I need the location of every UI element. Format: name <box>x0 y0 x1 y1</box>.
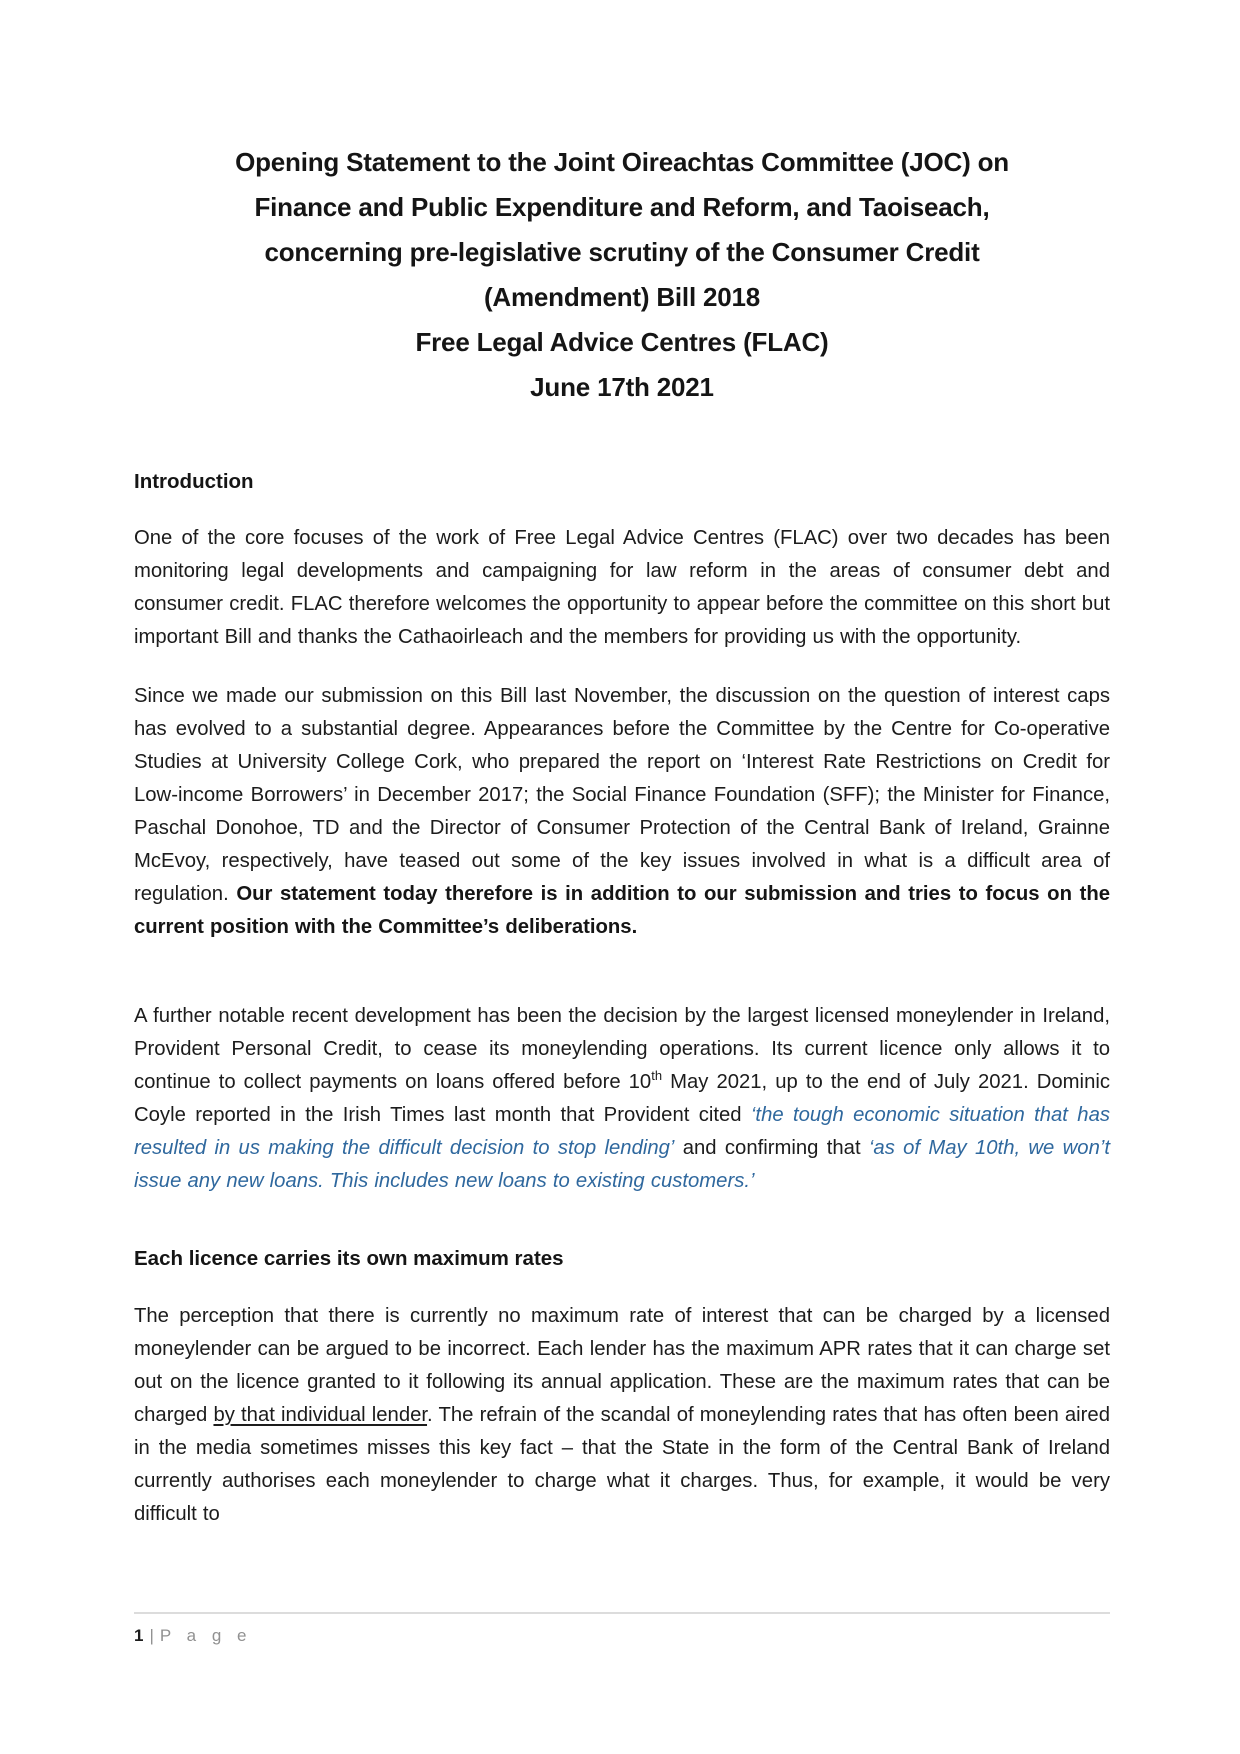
title-line-1: Opening Statement to the Joint Oireachtas Committee (JOC) on <box>235 147 1009 177</box>
footer-divider <box>134 1612 1110 1614</box>
paragraph-core-focus <box>134 522 1110 654</box>
paragraph-submission-history <box>134 680 1110 944</box>
title-line-2: Finance and Public Expenditure and Reform, and Taoiseach, <box>254 192 990 222</box>
heading-introduction: Introduction <box>134 470 254 493</box>
paragraph-text: Since we made our submission on this Bill last November, the discussion on the question of interest caps has evolved to a substantial degree. Appearances before the Committee by the Centre for Co-operative Studies at University College Cork, who prepared the report on ‘Interest Rate Restrictions on Credit for Low-income Borrowers’ in December 2017; the Social Finance Foundation (SFF); the Minister for Finance, Paschal Donohoe, TD and the Director of Consumer Protection of the Central Bank of Ireland, Grainne McEvoy, respectively, have teased out some of the key issues involved in what is a difficult area of regulation. <box>134 685 1110 905</box>
footer-separator: | <box>149 1626 154 1645</box>
footer-page-indicator <box>134 1626 1110 1646</box>
underlined-individual-lender: by that individual lender <box>213 1404 428 1426</box>
title-line-5: Free Legal Advice Centres (FLAC) <box>415 327 829 357</box>
footer-page-number: 1 <box>134 1626 144 1645</box>
quote-no-new-loans: ‘as of May 10th, we won’t issue any new loans. This includes new loans to existing customers.’ <box>134 1137 1110 1192</box>
paragraph-text: and confirming that <box>674 1137 869 1159</box>
ordinal-superscript: th <box>651 1068 663 1084</box>
paragraph-maximum-rates <box>134 1300 1110 1531</box>
footer-page-label: P a g e <box>159 1626 252 1645</box>
page-footer <box>134 1612 1110 1646</box>
quote-stop-lending: ‘the tough economic situation that has resulted in us making the difficult decision to stop lending’ <box>134 1104 1110 1159</box>
paragraph-text: May 2021, up to the end of July 2021. Dominic Coyle reported in the Irish Times last month that Provident cited <box>134 1071 1110 1126</box>
document-title <box>134 140 1110 410</box>
paragraph-text: . The refrain of the scandal of moneylending rates that has often been aired in the media sometimes misses this key fact – that the State in the form of the Central Bank of Ireland currently authorises each moneylender to charge what it charges. Thus, for example, it would be very difficult to <box>134 1404 1110 1525</box>
title-line-3: concerning pre-legislative scrutiny of the Consumer Credit <box>264 237 980 267</box>
paragraph-text: The perception that there is currently no maximum rate of interest that can be charged by a licensed moneylender can be argued to be incorrect. Each lender has the maximum APR rates that it can charge set out on the licence granted to it following its annual application. These are the maximum rates that can be charged <box>134 1305 1110 1426</box>
paragraph-text: A further notable recent development has been the decision by the largest licensed moneylender in Ireland, Provident Personal Credit, to cease its moneylending operations. Its current licence only allows it to continue to collect payments on loans offered before 10 <box>134 1005 1110 1093</box>
bold-statement-text: Our statement today therefore is in addition to our submission and tries to focus on the current position with the Committee’s deliberations. <box>134 883 1110 938</box>
heading-licence-rates: Each licence carries its own maximum rates <box>134 1247 564 1270</box>
paragraph-text: One of the core focuses of the work of Free Legal Advice Centres (FLAC) over two decades has been monitoring legal developments and campaigning for law reform in the areas of consumer debt and consumer credit. FLAC therefore welcomes the opportunity to appear before the committee on this short but important Bill and thanks the Cathaoirleach and the members for providing us with the opportunity. <box>134 527 1110 648</box>
paragraph-provident-development <box>134 1000 1110 1198</box>
title-line-6: June 17th 2021 <box>530 372 714 402</box>
title-line-4: (Amendment) Bill 2018 <box>483 282 761 312</box>
document-content <box>134 140 1110 1531</box>
